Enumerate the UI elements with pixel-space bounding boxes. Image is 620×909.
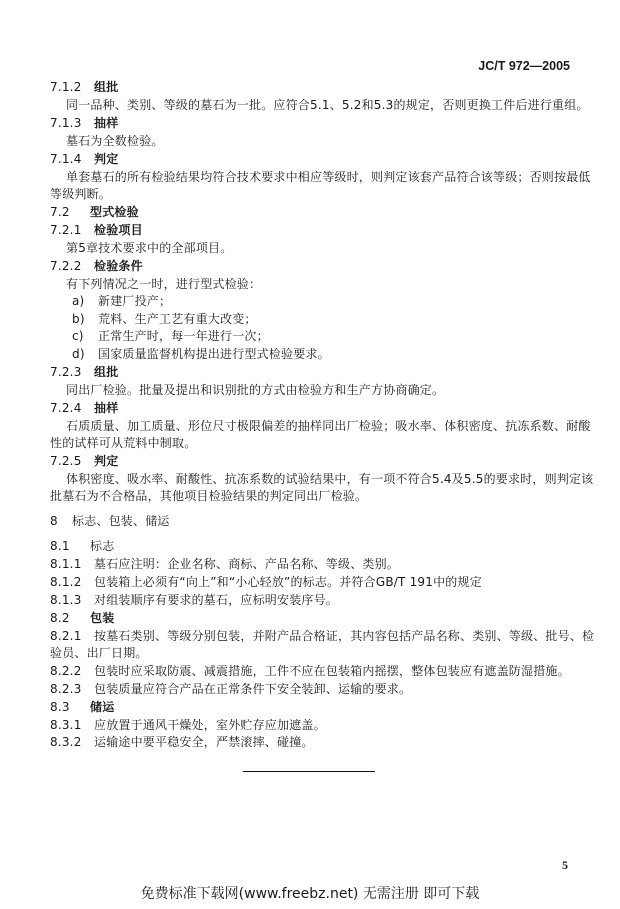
clause-text: 应放置于通风干燥处，室外贮存应加遮盖。 (94, 718, 326, 732)
clause-7-1-3-heading (50, 115, 572, 131)
list-item (72, 311, 572, 327)
clause-number: 7.1.4 (50, 152, 82, 166)
clause-8-1-heading (50, 538, 572, 554)
clause-7-2-3-heading (50, 364, 572, 380)
clause-8-3-heading (50, 699, 572, 715)
clause-7-2-4-heading (50, 400, 572, 416)
clause-title: 检验条件 (94, 259, 143, 273)
clause-8-1-3 (50, 592, 572, 608)
clause-title: 抽样 (94, 401, 119, 415)
clause-7-1-4-heading (50, 151, 572, 167)
page-number: 5 (562, 858, 568, 872)
end-rule-divider (243, 771, 375, 772)
clause-8-1-2 (50, 574, 572, 590)
chapter-8-heading (50, 513, 572, 529)
clause-number: 7.2.3 (50, 365, 82, 379)
clause-text: 包装时应采取防震、减震措施，工件不应在包装箱内摇摆，整体包装应有遮盖防湿措施。 (94, 664, 570, 678)
clause-7-2-5-body-line2: 批墓石为不合格品，其他项目检验结果的判定同出厂检验。 (50, 489, 368, 503)
clause-7-1-4-body-line1: 单套墓石的所有检验结果均符合技术要求中相应等级时，则判定该套产品符合该等级；否则按最低 (66, 170, 591, 184)
list-item-text: 正常生产时，每一年进行一次； (98, 329, 269, 343)
list-item-text: 荒料、生产工艺有重大改变； (98, 312, 257, 326)
clause-8-3-1 (50, 717, 572, 733)
clause-number: 8.1.3 (50, 593, 82, 607)
list-item-text: 国家质量监督机构提出进行型式检验要求。 (98, 347, 330, 361)
clause-7-2-1-heading (50, 222, 572, 238)
clause-7-2-4-body-line2: 性的试样可从荒料中制取。 (50, 436, 197, 450)
chapter-title: 标志、包装、储运 (72, 514, 170, 528)
clause-number: 8.1 (50, 539, 70, 553)
clause-7-2-1-body: 第5章技术要求中的全部项目。 (66, 241, 233, 255)
list-item-text: 新建厂投产； (98, 294, 172, 308)
clause-8-2-3 (50, 681, 572, 697)
list-item-label: b) (72, 312, 85, 326)
clause-title: 组批 (94, 365, 119, 379)
clause-7-2-2-intro: 有下列情况之一时，进行型式检验： (66, 277, 262, 291)
clause-number: 8.2.2 (50, 664, 82, 678)
clause-7-1-2-body: 同一品种、类别、等级的墓石为一批。应符合5.1、5.2和5.3的规定，否则更换工件后进行重组。 (66, 98, 589, 112)
clause-8-3-2 (50, 734, 572, 750)
clause-8-2-2 (50, 663, 572, 679)
clause-7-1-2-heading (50, 79, 572, 95)
clause-text: 运输途中要平稳安全，严禁滚摔、碰撞。 (94, 735, 314, 749)
clause-title: 判定 (94, 454, 119, 468)
clause-8-2-heading (50, 610, 572, 626)
clause-title: 包装 (90, 611, 115, 625)
clause-number: 8.2.1 (50, 629, 82, 643)
clause-title: 判定 (94, 152, 119, 166)
clause-7-2-3-body: 同出厂检验。批量及提出和识别批的方式由检验方和生产方协商确定。 (66, 383, 445, 397)
clause-title: 组批 (94, 80, 119, 94)
clause-text: 包装质量应符合产品在正常条件下安全装卸、运输的要求。 (94, 682, 412, 696)
clause-8-2-1 (50, 628, 595, 644)
clause-title: 储运 (90, 700, 115, 714)
clause-text: 包装箱上必须有“向上”和“小心轻放”的标志。并符合GB/T 191中的规定 (94, 575, 482, 589)
clause-7-1-4-body-line2: 等级判断。 (50, 187, 112, 201)
list-item (72, 328, 572, 344)
chapter-number: 8 (50, 514, 58, 528)
clause-number: 8.1.2 (50, 575, 82, 589)
clause-7-2-2-heading (50, 258, 572, 274)
clause-number: 7.1.2 (50, 80, 82, 94)
clause-number: 8.2.3 (50, 682, 82, 696)
list-item-label: a) (72, 294, 85, 308)
clause-number: 7.2.2 (50, 259, 82, 273)
clause-number: 7.1.3 (50, 116, 82, 130)
clause-number: 7.2.4 (50, 401, 82, 415)
clause-7-2-4-body-line1: 石质质量、加工质量、形位尺寸极限偏差的抽样同出厂检验；吸水率、体积密度、抗冻系数、耐酸 (66, 419, 591, 433)
clause-title: 标志 (90, 539, 115, 553)
clause-7-1-3-body: 墓石为全数检验。 (66, 134, 164, 148)
clause-8-1-1 (50, 556, 572, 572)
clause-number: 8.3 (50, 700, 70, 714)
clause-number: 7.2.5 (50, 454, 82, 468)
list-item-label: d) (72, 347, 85, 361)
clause-title: 抽样 (94, 116, 119, 130)
download-site-footer: 免费标准下载网(www.freebz.net) 无需注册 即可下载 (140, 886, 480, 902)
list-item (72, 346, 572, 362)
clause-7-2-5-body-line1: 体积密度、吸水率、耐酸性、抗冻系数的试验结果中，有一项不符合5.4及5.5的要求时，则判定该 (66, 472, 594, 486)
clause-number: 7.2.1 (50, 223, 82, 237)
clause-text: 对组装顺序有要求的墓石，应标明安装序号。 (94, 593, 339, 607)
clause-title: 检验项目 (94, 223, 143, 237)
clause-number: 8.3.2 (50, 735, 82, 749)
list-item (72, 293, 572, 309)
clause-text: 墓石应注明：企业名称、商标、产品名称、等级、类别。 (94, 557, 400, 571)
clause-8-2-1-line2: 验员、出厂日期。 (50, 646, 148, 660)
clause-title: 型式检验 (90, 205, 139, 219)
list-item-label: c) (72, 329, 84, 343)
clause-7-2-heading (50, 204, 572, 220)
clause-number: 8.1.1 (50, 557, 82, 571)
clause-number: 8.3.1 (50, 718, 82, 732)
clause-7-2-5-heading (50, 453, 572, 469)
standard-code-header: JC/T 972—2005 (478, 59, 570, 73)
clause-number: 8.2 (50, 611, 70, 625)
clause-text: 按墓石类别、等级分别包装，并附产品合格证，其内容包括产品名称、类别、等级、批号、检 (94, 629, 595, 643)
clause-number: 7.2 (50, 205, 70, 219)
